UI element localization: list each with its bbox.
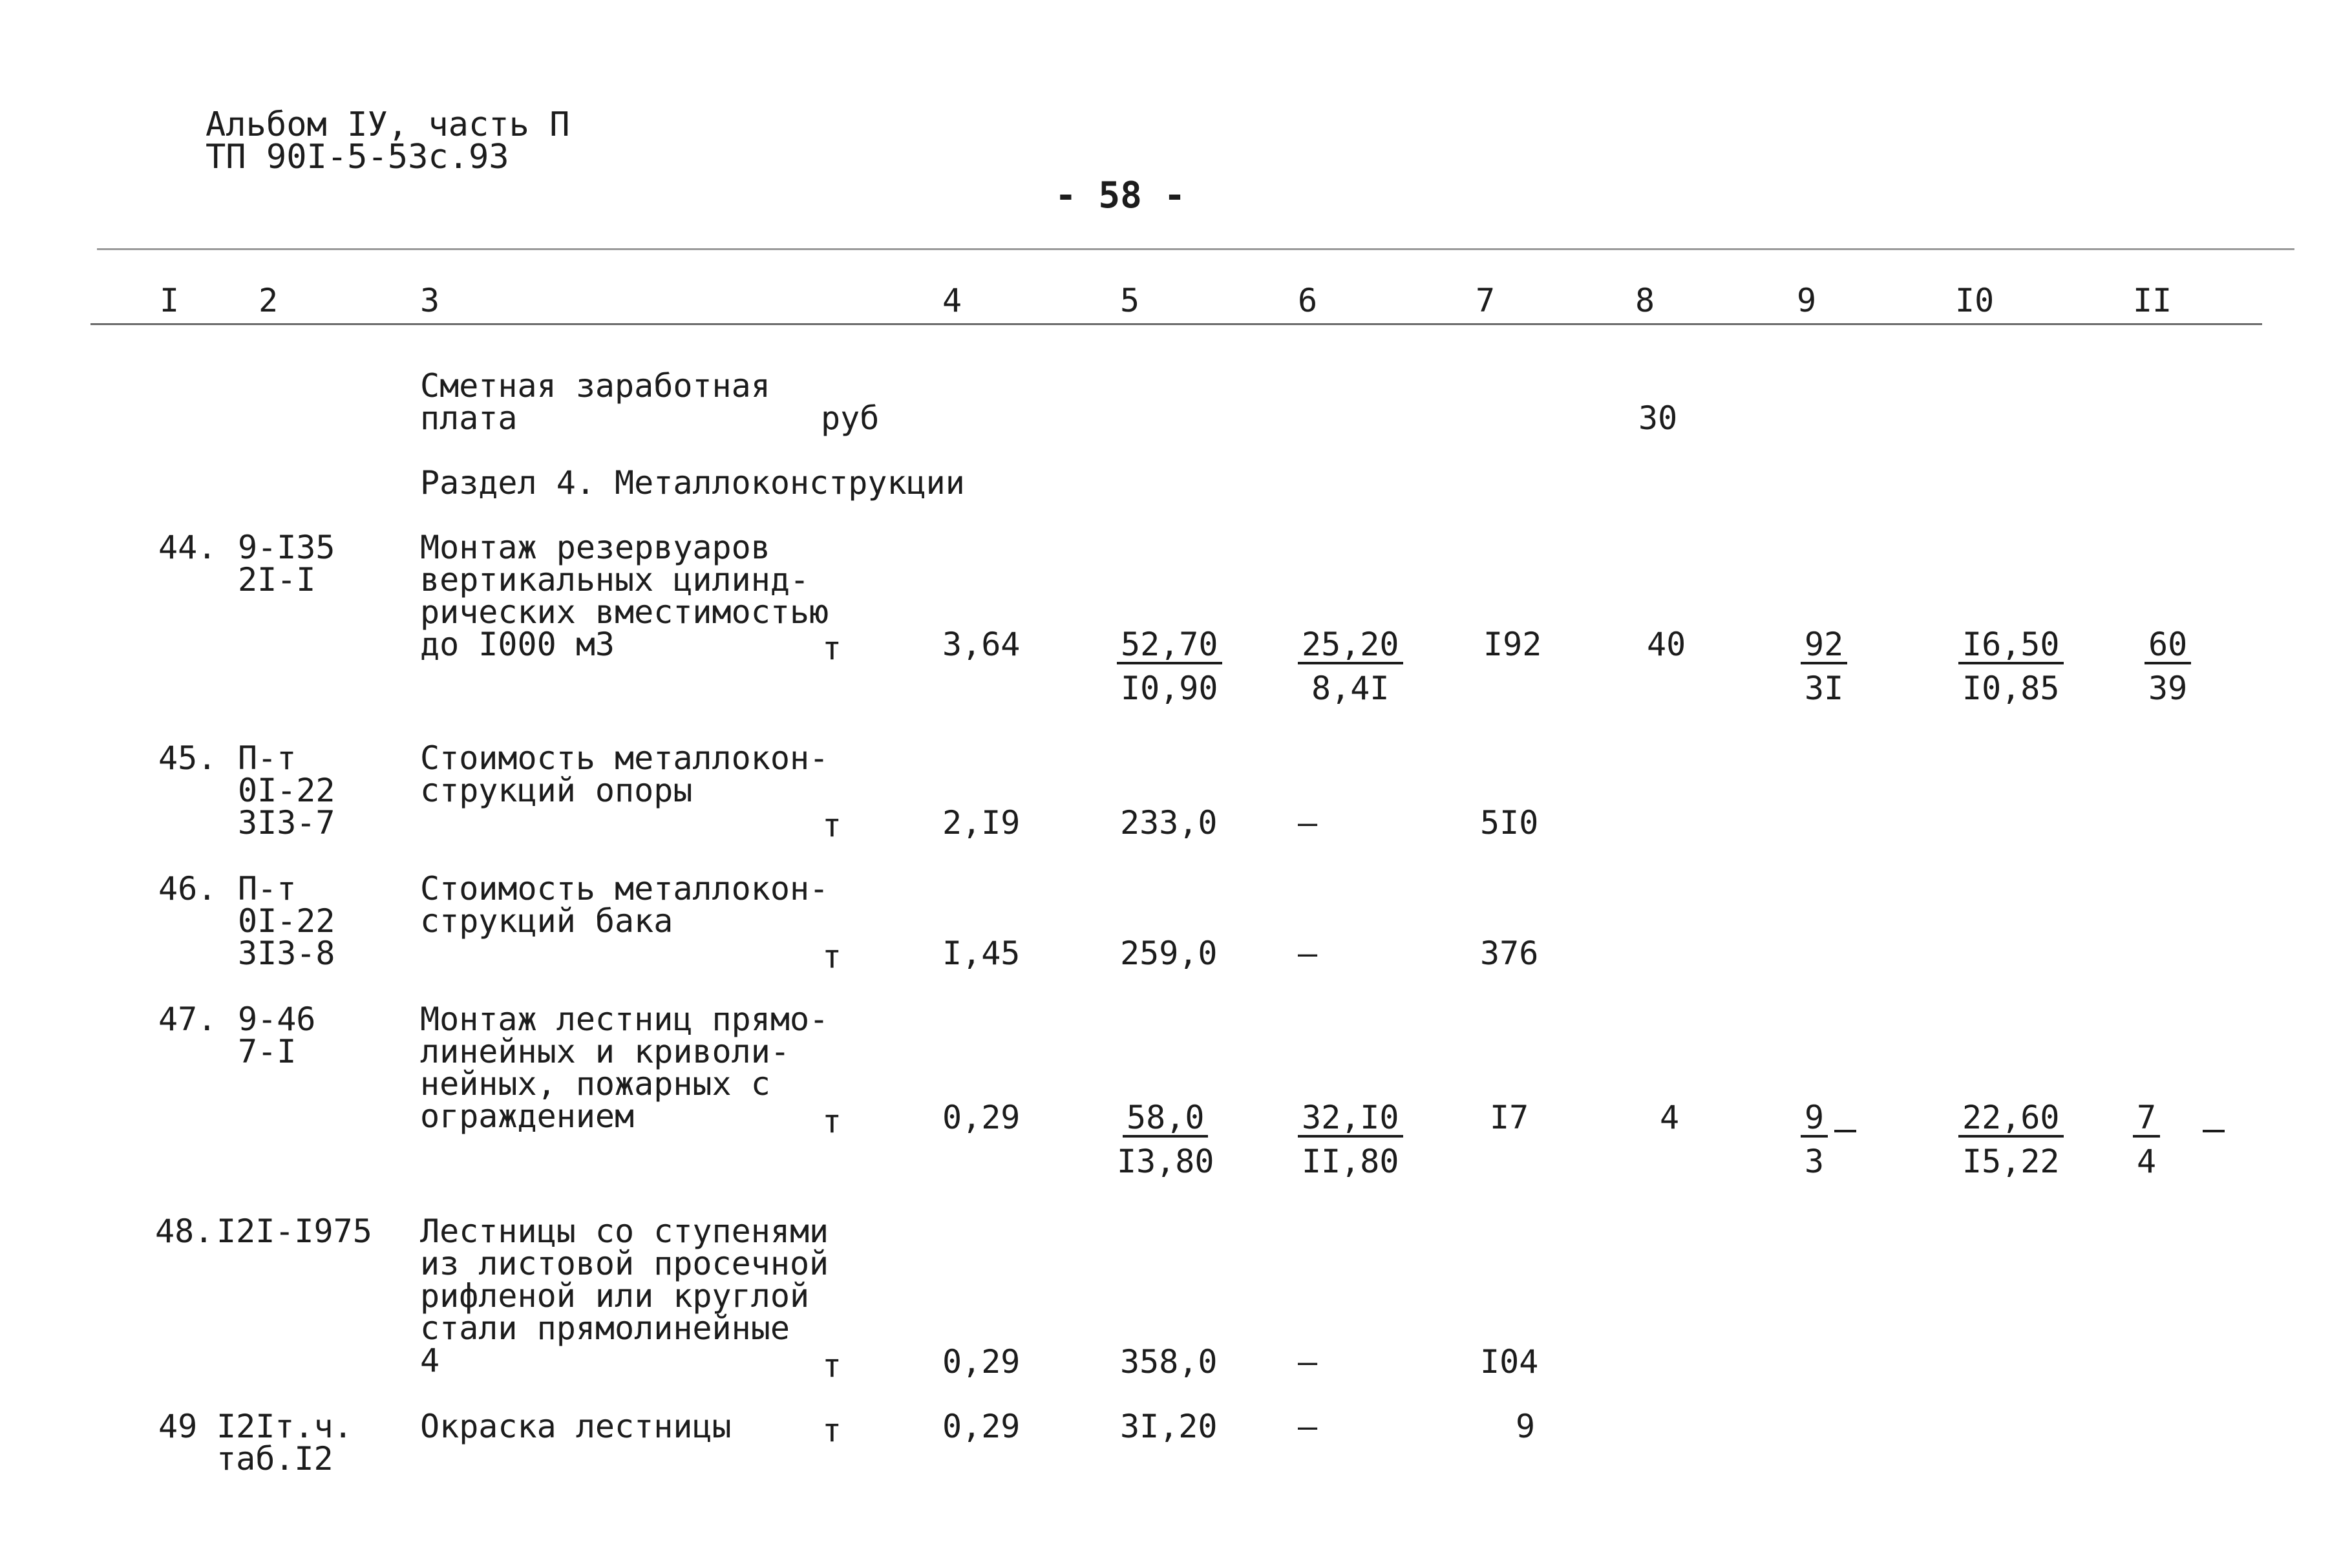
- col10-fraction: [1958, 628, 2064, 705]
- row-number: 47.: [158, 1001, 217, 1038]
- item-name-line: вертикальных цилинд-: [420, 561, 810, 599]
- code-line: П-т: [238, 870, 297, 907]
- col4-cell: 0,29: [942, 1408, 1021, 1445]
- code-line: I2I-I975: [217, 1213, 372, 1250]
- item-name-line: ограждением: [420, 1097, 635, 1135]
- header-rule: [90, 323, 2262, 325]
- item-name-line: плата: [420, 399, 518, 437]
- col7-cell: 5I0: [1480, 804, 1539, 842]
- col6-fraction: [1298, 1101, 1403, 1178]
- col-header-11: II: [2133, 282, 2172, 319]
- fraction-bottom: 3: [1805, 1143, 1825, 1180]
- unit-cell: т: [822, 1103, 842, 1140]
- item-name-line: нейных, пожарных с: [420, 1065, 770, 1103]
- row-number: 44.: [158, 529, 217, 566]
- fraction-top: 9: [1801, 1101, 1828, 1138]
- row-number: 45.: [158, 739, 217, 777]
- col11-fraction: [2145, 628, 2191, 705]
- row-number: 46.: [158, 870, 217, 907]
- col5-fraction: [1117, 628, 1222, 705]
- code-line: 9-46: [238, 1001, 316, 1038]
- fraction-bottom: I3,80: [1117, 1143, 1214, 1180]
- col-header-2: 2: [259, 282, 279, 319]
- col-header-5: 5: [1120, 282, 1140, 319]
- fraction-bottom: 4: [2137, 1143, 2157, 1180]
- col6-cell: –: [1298, 1343, 1318, 1381]
- col5-cell: 358,0: [1120, 1343, 1218, 1381]
- code-line: 0I-22: [238, 772, 335, 809]
- col6-fraction: [1298, 628, 1403, 705]
- code-line: 9-I35: [238, 529, 335, 566]
- fraction-top: 92: [1801, 628, 1847, 664]
- section-heading: Раздел 4. Металлоконструкции: [420, 464, 965, 502]
- code-line: I2Iт.ч.: [217, 1408, 353, 1445]
- unit-cell: т: [822, 630, 842, 667]
- fraction-bottom: II,80: [1302, 1143, 1399, 1180]
- col11-fraction: [2133, 1101, 2160, 1178]
- fraction-bottom: 8,4I: [1311, 670, 1390, 707]
- col5-cell: 233,0: [1120, 804, 1218, 842]
- col7-cell: 376: [1480, 935, 1539, 972]
- fraction-bottom: 3I: [1805, 670, 1844, 707]
- code-line: таб.I2: [217, 1440, 334, 1478]
- item-name-line: Стоимость металлокон-: [420, 739, 829, 777]
- col4-cell: 0,29: [942, 1343, 1021, 1381]
- unit-cell: т: [822, 1347, 842, 1384]
- col-header-4: 4: [942, 282, 962, 319]
- col6-cell: –: [1298, 804, 1318, 842]
- col-header-10: I0: [1955, 282, 1995, 319]
- fraction-top: 7: [2133, 1101, 2160, 1138]
- col9-fraction: [1801, 1101, 1828, 1178]
- col-header-1: I: [160, 282, 180, 319]
- page-number: - 58 -: [1055, 175, 1186, 217]
- col7-cell: I92: [1483, 626, 1542, 663]
- code-line: 0I-22: [238, 902, 335, 940]
- unit-cell: т: [822, 1412, 842, 1449]
- top-rule: [97, 248, 2294, 250]
- col-header-8: 8: [1635, 282, 1655, 319]
- col7-cell: I7: [1490, 1099, 1529, 1136]
- item-name-line: 4: [420, 1342, 440, 1379]
- col-header-3: 3: [420, 282, 440, 319]
- col-header-7: 7: [1476, 282, 1496, 319]
- fraction-bottom: I5,22: [1962, 1143, 2060, 1180]
- dash-mark: [2203, 1130, 2225, 1132]
- item-name-line: Окраска лестницы: [420, 1408, 732, 1445]
- item-name-line: струкций бака: [420, 902, 673, 940]
- col8-cell: 4: [1660, 1099, 1680, 1136]
- fraction-top: 32,I0: [1298, 1101, 1403, 1138]
- col6-cell: –: [1298, 1408, 1318, 1445]
- fraction-top: 58,0: [1123, 1101, 1208, 1138]
- col6-cell: –: [1298, 935, 1318, 972]
- fraction-bottom: 39: [2148, 670, 2188, 707]
- code-line: 3I3-8: [238, 935, 335, 972]
- unit-cell: т: [822, 938, 842, 975]
- project-code: ТП 90I-5-53с.93: [206, 138, 509, 176]
- item-name-line: стали прямолинейные: [420, 1309, 790, 1347]
- item-name-line: рифленой или круглой: [420, 1277, 810, 1315]
- item-name-line: струкций опоры: [420, 772, 693, 809]
- col4-cell: I,45: [942, 935, 1021, 972]
- fraction-top: 60: [2145, 628, 2191, 664]
- col5-cell: 259,0: [1120, 935, 1218, 972]
- code-line: 3I3-7: [238, 804, 335, 842]
- col9-fraction: [1801, 628, 1847, 705]
- item-name-line: Стоимость металлокон-: [420, 870, 829, 907]
- unit-cell: руб: [821, 399, 880, 437]
- fraction-bottom: I0,90: [1121, 670, 1218, 707]
- dash-mark: [1834, 1130, 1856, 1132]
- item-name-line: линейных и криволи-: [420, 1033, 790, 1070]
- album-label: Альбом IУ, часть П: [206, 105, 570, 144]
- row-number: 49: [158, 1408, 198, 1445]
- item-name-line: Монтаж лестниц прямо-: [420, 1001, 829, 1038]
- code-line: 7-I: [238, 1033, 297, 1070]
- fraction-bottom: I0,85: [1962, 670, 2060, 707]
- row-number: 48.: [155, 1213, 214, 1250]
- item-name-line: Сметная заработная: [420, 367, 770, 405]
- item-name-line: до I000 м3: [420, 626, 615, 663]
- col7-cell: I04: [1480, 1343, 1539, 1381]
- fraction-top: 22,60: [1958, 1101, 2064, 1138]
- col5-cell: 3I,20: [1120, 1408, 1218, 1445]
- code-line: 2I-I: [238, 561, 316, 599]
- fraction-top: 52,70: [1117, 628, 1222, 664]
- code-line: П-т: [238, 739, 297, 777]
- col5-fraction: [1117, 1101, 1214, 1178]
- item-name-line: из листовой просечной: [420, 1245, 829, 1282]
- col8-cell: 30: [1638, 399, 1678, 437]
- fraction-top: 25,20: [1298, 628, 1403, 664]
- col4-cell: 2,I9: [942, 804, 1021, 842]
- unit-cell: т: [822, 807, 842, 844]
- col-header-6: 6: [1298, 282, 1318, 319]
- col-header-9: 9: [1797, 282, 1817, 319]
- item-name-line: Лестницы со ступенями: [420, 1213, 829, 1250]
- col4-cell: 3,64: [942, 626, 1021, 663]
- item-name-line: Монтаж резервуаров: [420, 529, 770, 566]
- col7-cell: 9: [1516, 1408, 1536, 1445]
- fraction-top: I6,50: [1958, 628, 2064, 664]
- col8-cell: 40: [1647, 626, 1686, 663]
- item-name-line: рических вместимостью: [420, 593, 829, 631]
- col10-fraction: [1958, 1101, 2064, 1178]
- col4-cell: 0,29: [942, 1099, 1021, 1136]
